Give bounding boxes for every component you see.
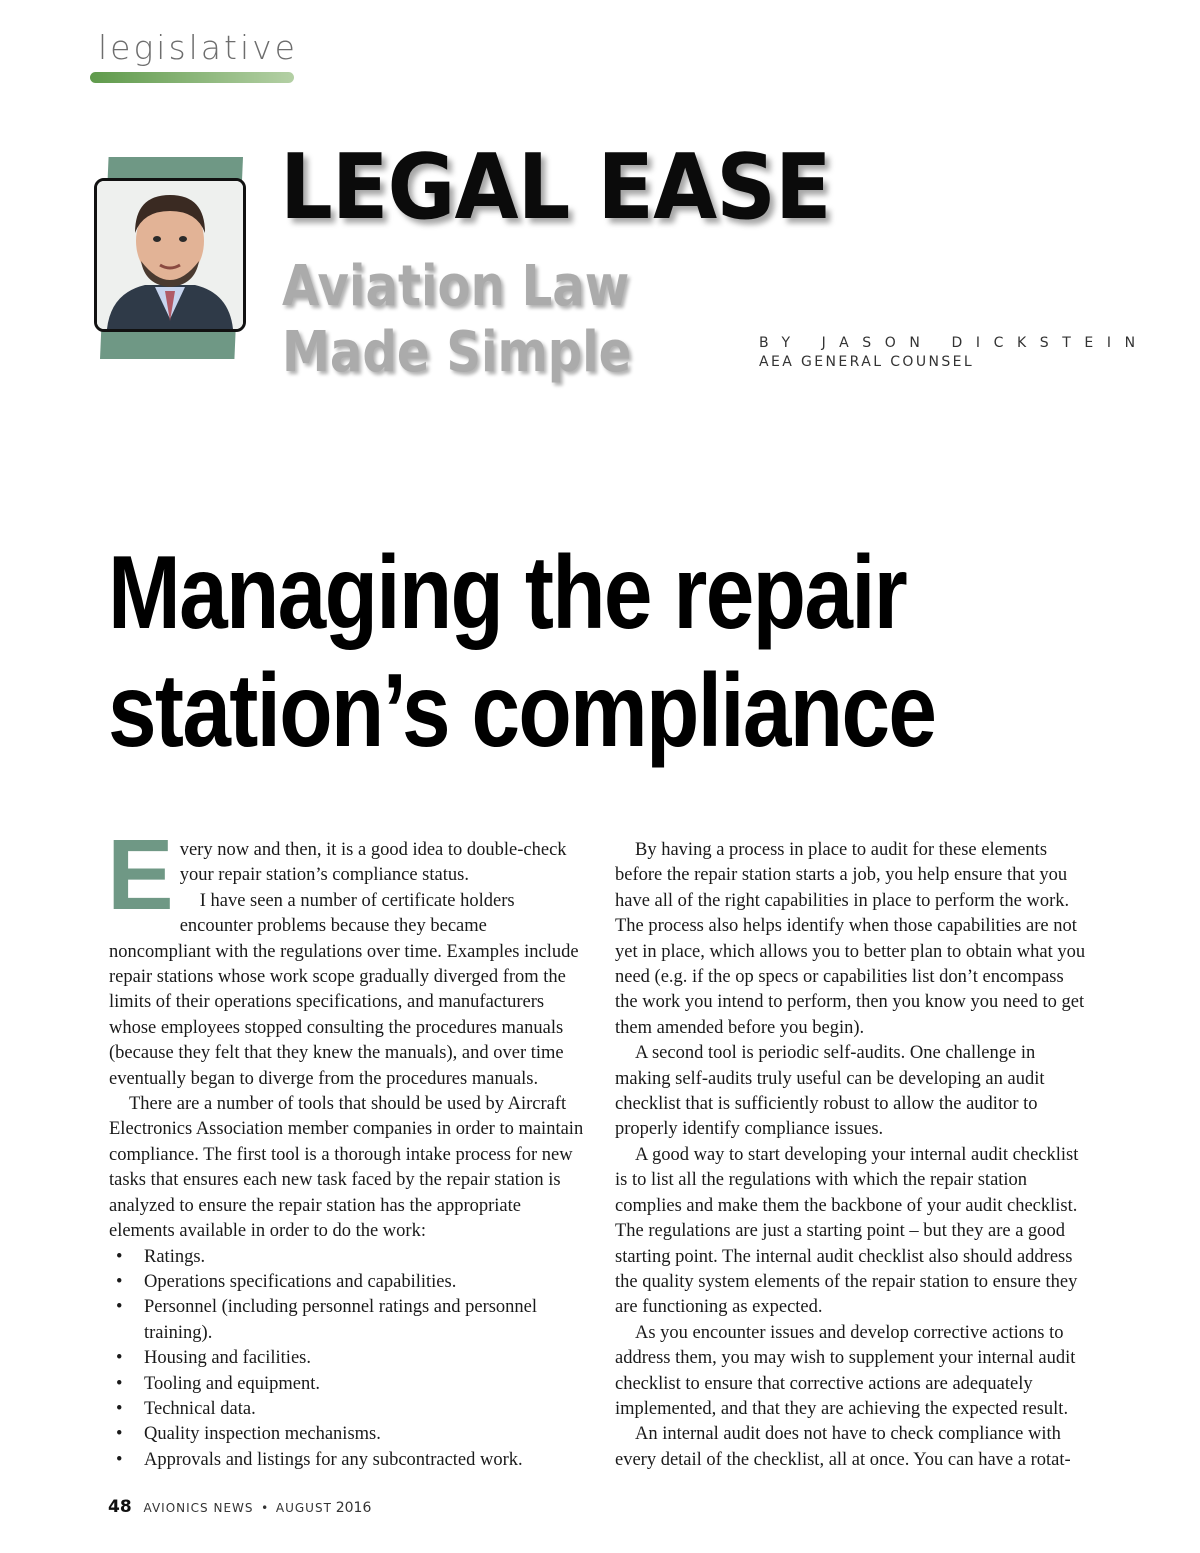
intro-paragraph <box>107 819 584 931</box>
body-paragraph: As you encounter issues and develop corrective actions to address them, you may wish to supplement your internal audit checklist to ensure that corrective actions are adequately implemented, and that they are achieving the expected result. <box>615 1322 1076 1419</box>
list-item: • Personnel (including personnel ratings and personnel training). <box>109 1295 584 1346</box>
column-subtitle-line2: Made Simple <box>282 320 632 385</box>
section-label: legislative <box>98 28 298 67</box>
list-item: • Operations specifications and capabilities. <box>109 1270 584 1295</box>
page-number: 48 <box>108 1497 132 1517</box>
list-item: • Technical data. <box>109 1397 584 1422</box>
column-title: LEGAL EASE <box>280 135 831 240</box>
issue-month: AUGUST <box>275 1501 332 1515</box>
byline <box>759 334 1149 372</box>
issue-year: 2016 <box>335 1500 372 1516</box>
column-subtitle-line1: Aviation Law <box>282 254 630 319</box>
page-footer <box>108 1497 371 1517</box>
body-paragraph: There are a number of tools that should be used by Aircraft Electronics Association member companies in order to maintain compliance. The first tool is a thorough intake process for new tasks that ensures each new task faced by the repair station is analyzed to ensure the repair station has the appropriate elements available in order to do the work: <box>109 1094 584 1242</box>
author-photo <box>94 178 246 332</box>
section-accent-bar <box>90 72 294 83</box>
drop-cap: E <box>107 819 174 931</box>
body-paragraph: A good way to start developing your internal audit checklist is to list all the regulations with which the repair station complies and make them the backbone of your audit checklist. The regulations are just a starting point – but they are a good starting point. The internal audit checklist also should address the quality system elements of the repair station to ensure they are functioning as expected. <box>615 1144 1079 1318</box>
body-paragraph: I have seen a number of certificate holders encounter problems because they became noncompliant with the regulations over time. Examples include repair stations whose work scope gradually diverged from the limits of their operations specifications, and manufacturers whose employees stopped consulting the procedures manuals (because they felt that they knew the manuals), and over time eventually began to diverge from the procedures manuals. <box>109 890 579 1089</box>
footer-separator: • <box>261 1501 269 1515</box>
list-item: • Quality inspection mechanisms. <box>109 1422 584 1447</box>
article-column-left <box>107 819 584 1473</box>
elements-list <box>109 1245 584 1474</box>
headline-line2: station’s compliance <box>108 653 936 769</box>
article-column-right <box>615 838 1090 1473</box>
intro-text: very now and then, it is a good idea to double-check your repair station’s compliance status. <box>179 840 567 886</box>
body-paragraph: An internal audit does not have to check compliance with every detail of the checklist, all at once. You can have a rotat- <box>615 1424 1071 1470</box>
article-headline <box>108 534 935 770</box>
column-subtitle <box>282 254 631 386</box>
headline-line1: Managing the repair <box>108 535 907 651</box>
byline-role: AEA GENERAL COUNSEL <box>759 354 975 370</box>
body-paragraph: A second tool is periodic self-audits. One challenge in making self-audits truly useful can be developing an audit checklist that is sufficiently robust to allow the auditor to properly identify compliance issues. <box>615 1043 1045 1140</box>
magazine-name: AVIONICS NEWS <box>143 1501 254 1515</box>
list-item: • Approvals and listings for any subcontracted work. <box>109 1448 584 1473</box>
byline-name: BY JASON DICKSTEIN <box>759 335 1149 351</box>
list-item: • Housing and facilities. <box>109 1346 584 1371</box>
body-paragraph: By having a process in place to audit for these elements before the repair station starts a job, you help ensure that you have all of the right capabilities in place to perform the work. The process also helps identify when those capabilities are not yet in place, which allows you to better plan to obtain what you need (e.g. if the op specs or capabilities list don’t encompass the work you intend to perform, then you know you need to get them amended before you begin). <box>615 840 1086 1038</box>
list-item: • Tooling and equipment. <box>109 1372 584 1397</box>
list-item: • Ratings. <box>109 1245 584 1270</box>
